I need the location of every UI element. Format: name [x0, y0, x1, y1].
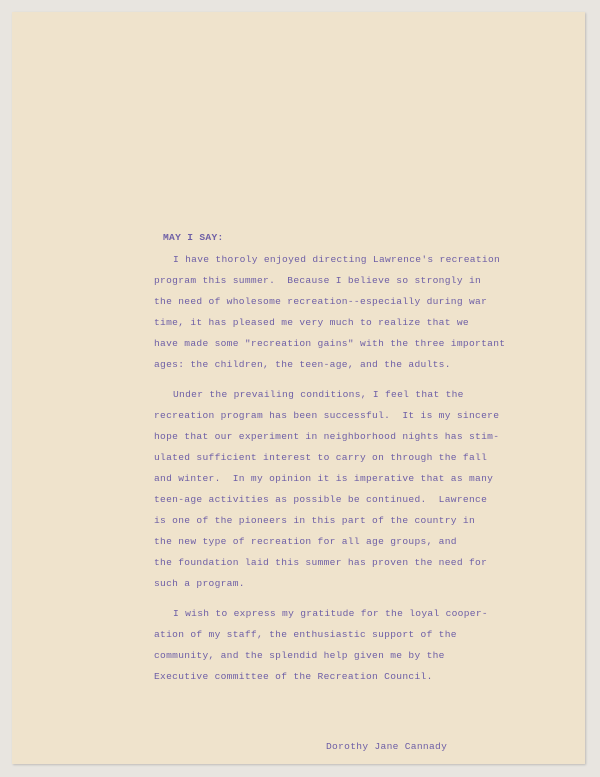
letter-line: program this summer. Because I believe so strongly in	[154, 275, 482, 286]
letter-line: the foundation laid this summer has proven the need for	[154, 557, 488, 568]
letter-line: such a program.	[154, 578, 245, 589]
letter-line: ages: the children, the teen-age, and the adults.	[154, 359, 451, 370]
letter-line: teen-age activities as possible be continued. Lawrence	[154, 494, 488, 505]
letter-line: is one of the pioneers in this part of the country in	[154, 515, 476, 526]
letter-line: Under the prevailing conditions, I feel that the	[173, 389, 464, 400]
letter-line: hope that our experiment in neighborhood nights has stim-	[154, 431, 500, 442]
letter-line: and winter. In my opinion it is imperative that as many	[154, 473, 494, 484]
letter-signature: Dorothy Jane Cannady	[326, 741, 448, 752]
letter-line: the new type of recreation for all age groups, and	[154, 536, 457, 547]
letter-line: ulated sufficient interest to carry on through the fall	[154, 452, 488, 463]
letter-line: Executive committee of the Recreation Council.	[154, 671, 433, 682]
letter-line: have made some "recreation gains" with the three important	[154, 338, 506, 349]
letter-heading: MAY I SAY:	[163, 232, 224, 243]
letter-line: recreation program has been successful. It is my sincere	[154, 410, 500, 421]
letter-line: community, and the splendid help given me by the	[154, 650, 445, 661]
letter-line: the need of wholesome recreation--especially during war	[154, 296, 488, 307]
letter-line: ation of my staff, the enthusiastic support of the	[154, 629, 457, 640]
letter-line: time, it has pleased me very much to realize that we	[154, 317, 469, 328]
letter-line: I wish to express my gratitude for the loyal cooper-	[173, 608, 488, 619]
letter-line: I have thoroly enjoyed directing Lawrence's recreation	[173, 254, 501, 265]
